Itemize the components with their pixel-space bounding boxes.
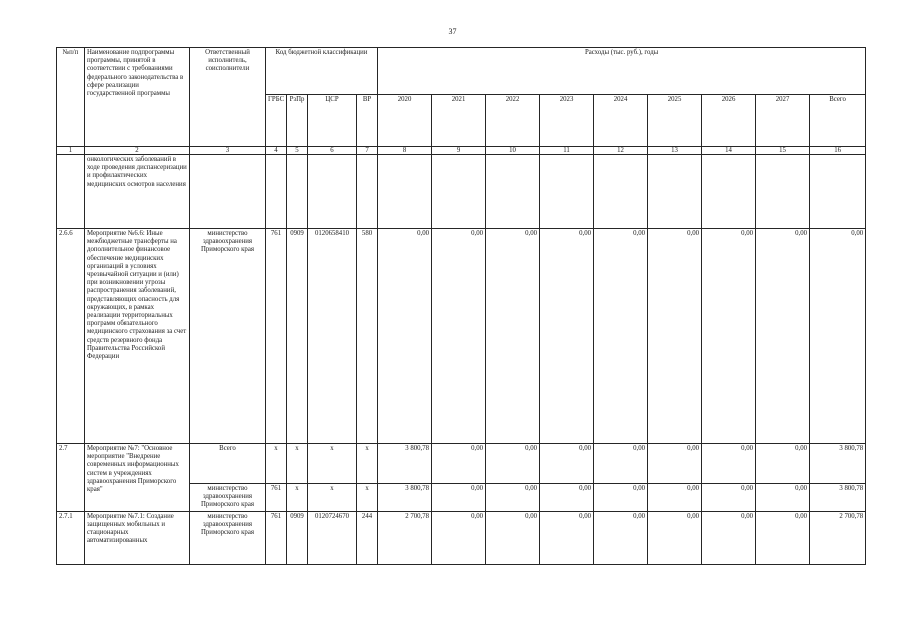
row-csr: x [308,484,357,512]
row-value [756,155,810,229]
row-value: 0,00 [756,444,810,484]
row-value: 3 800,78 [378,444,432,484]
column-number: 4 [266,147,287,155]
row-vr: x [357,484,378,512]
row-responsible: министерство здравоохранения Приморского края [190,511,266,564]
row-value: 0,00 [702,229,756,444]
header-responsible: Ответственный исполнитель, соисполнители [190,48,266,147]
row-value: 0,00 [702,511,756,564]
row-value: 0,00 [540,484,594,512]
row-value: 0,00 [378,229,432,444]
column-number: 1 [57,147,85,155]
row-value: 0,00 [432,484,486,512]
row-grbs: 761 [266,484,287,512]
row-value: 0,00 [648,229,702,444]
row-value: 0,00 [756,511,810,564]
table-row [57,155,866,229]
row-csr: x [308,444,357,484]
header-year: 2024 [594,95,648,147]
row-vr: 244 [357,511,378,564]
header-total: Всего [810,95,866,147]
row-rzpr: 0909 [287,511,308,564]
column-number: 12 [594,147,648,155]
row-name: онкологических заболеваний в ходе проведения диспансеризации и профилактических медицинских осмотров населения [85,155,190,229]
row-name: Мероприятие №6.6: Иные межбюджетные трансферты на дополнительное финансовое обеспечение медицинских организаций в условиях чрезвычайной ситуации и (или) при возникновении угрозы распространения заболеваний, представляющих опасность для окружающих, в рамках реализации территориальных программ обязательного медицинского страхования за счет средств резервного фонда Правительства Российской Федерации [85,229,190,444]
header-name: Наименование подпрограммы программы, принятой в соответствии с требованиями федерального законодательства в сфере реализации государственной программы [85,48,190,147]
row-value: 0,00 [540,444,594,484]
header-num: №п/п [57,48,85,147]
row-num: 2.6.6 [57,229,85,444]
column-number: 14 [702,147,756,155]
row-num: 2.7.1 [57,511,85,564]
header-year: 2025 [648,95,702,147]
row-responsible: Всего [190,444,266,484]
row-total: 3 800,78 [810,444,866,484]
row-responsible: министерство здравоохранения Приморского края [190,229,266,444]
page-number: 37 [448,27,457,36]
row-rzpr: 0909 [287,229,308,444]
row-value: 0,00 [432,444,486,484]
column-number: 10 [486,147,540,155]
row-value: 0,00 [540,511,594,564]
row-name: Мероприятие №7: "Основное мероприятие "Внедрение современных информационных систем в учреждениях здравоохранения Приморского края" [85,444,190,512]
column-number: 7 [357,147,378,155]
row-grbs: 761 [266,229,287,444]
row-name: Мероприятие №7.1: Создание защищенных мобильных и стационарных автоматизированных [85,511,190,564]
row-vr: 580 [357,229,378,444]
row-value [540,155,594,229]
header-year: 2027 [756,95,810,147]
row-value [594,155,648,229]
header-rzpr: РзПр [287,95,308,147]
row-csr [308,155,357,229]
row-value: 0,00 [756,229,810,444]
column-number: 13 [648,147,702,155]
row-num: 2.7 [57,444,85,512]
header-year: 2020 [378,95,432,147]
row-value: 0,00 [594,444,648,484]
row-value: 0,00 [648,444,702,484]
header-csr: ЦСР [308,95,357,147]
column-number: 16 [810,147,866,155]
column-number: 15 [756,147,810,155]
row-value [648,155,702,229]
row-value [378,155,432,229]
header-year: 2023 [540,95,594,147]
table-row [57,229,866,444]
row-value: 0,00 [486,229,540,444]
column-number: 8 [378,147,432,155]
budget-table [56,47,866,565]
row-value: 0,00 [756,484,810,512]
column-number: 3 [190,147,266,155]
table-row [57,511,866,564]
header-vr: ВР [357,95,378,147]
row-value [486,155,540,229]
row-value: 3 800,78 [378,484,432,512]
row-value: 2 700,78 [378,511,432,564]
header-row-top [57,48,866,95]
column-number: 6 [308,147,357,155]
column-number: 2 [85,147,190,155]
row-value: 0,00 [648,484,702,512]
row-total: 2 700,78 [810,511,866,564]
row-total: 0,00 [810,229,866,444]
row-value: 0,00 [594,229,648,444]
row-total: 3 800,78 [810,484,866,512]
row-value: 0,00 [648,511,702,564]
row-total [810,155,866,229]
column-number: 5 [287,147,308,155]
row-csr: 0120724670 [308,511,357,564]
row-vr: x [357,444,378,484]
column-number: 9 [432,147,486,155]
row-responsible [190,155,266,229]
header-year: 2026 [702,95,756,147]
row-value: 0,00 [702,444,756,484]
row-value: 0,00 [594,484,648,512]
row-rzpr [287,155,308,229]
column-number-row [57,147,866,155]
row-value: 0,00 [594,511,648,564]
row-value: 0,00 [486,511,540,564]
row-grbs: x [266,444,287,484]
row-value [432,155,486,229]
row-vr [357,155,378,229]
row-value: 0,00 [702,484,756,512]
row-grbs: 761 [266,511,287,564]
row-num [57,155,85,229]
row-rzpr: x [287,484,308,512]
row-responsible: министерство здравоохранения Приморского края [190,484,266,512]
row-value: 0,00 [486,444,540,484]
row-value: 0,00 [540,229,594,444]
row-value [702,155,756,229]
table-row [57,444,866,484]
header-year: 2021 [432,95,486,147]
header-expenses: Расходы (тыс. руб.), годы [378,48,866,95]
row-rzpr: x [287,444,308,484]
row-grbs [266,155,287,229]
header-grbs: ГРБС [266,95,287,147]
row-value: 0,00 [432,229,486,444]
row-value: 0,00 [432,511,486,564]
column-number: 11 [540,147,594,155]
header-budget-code: Код бюджетной классификации [266,48,378,95]
header-year: 2022 [486,95,540,147]
row-csr: 0120658410 [308,229,357,444]
row-value: 0,00 [486,484,540,512]
